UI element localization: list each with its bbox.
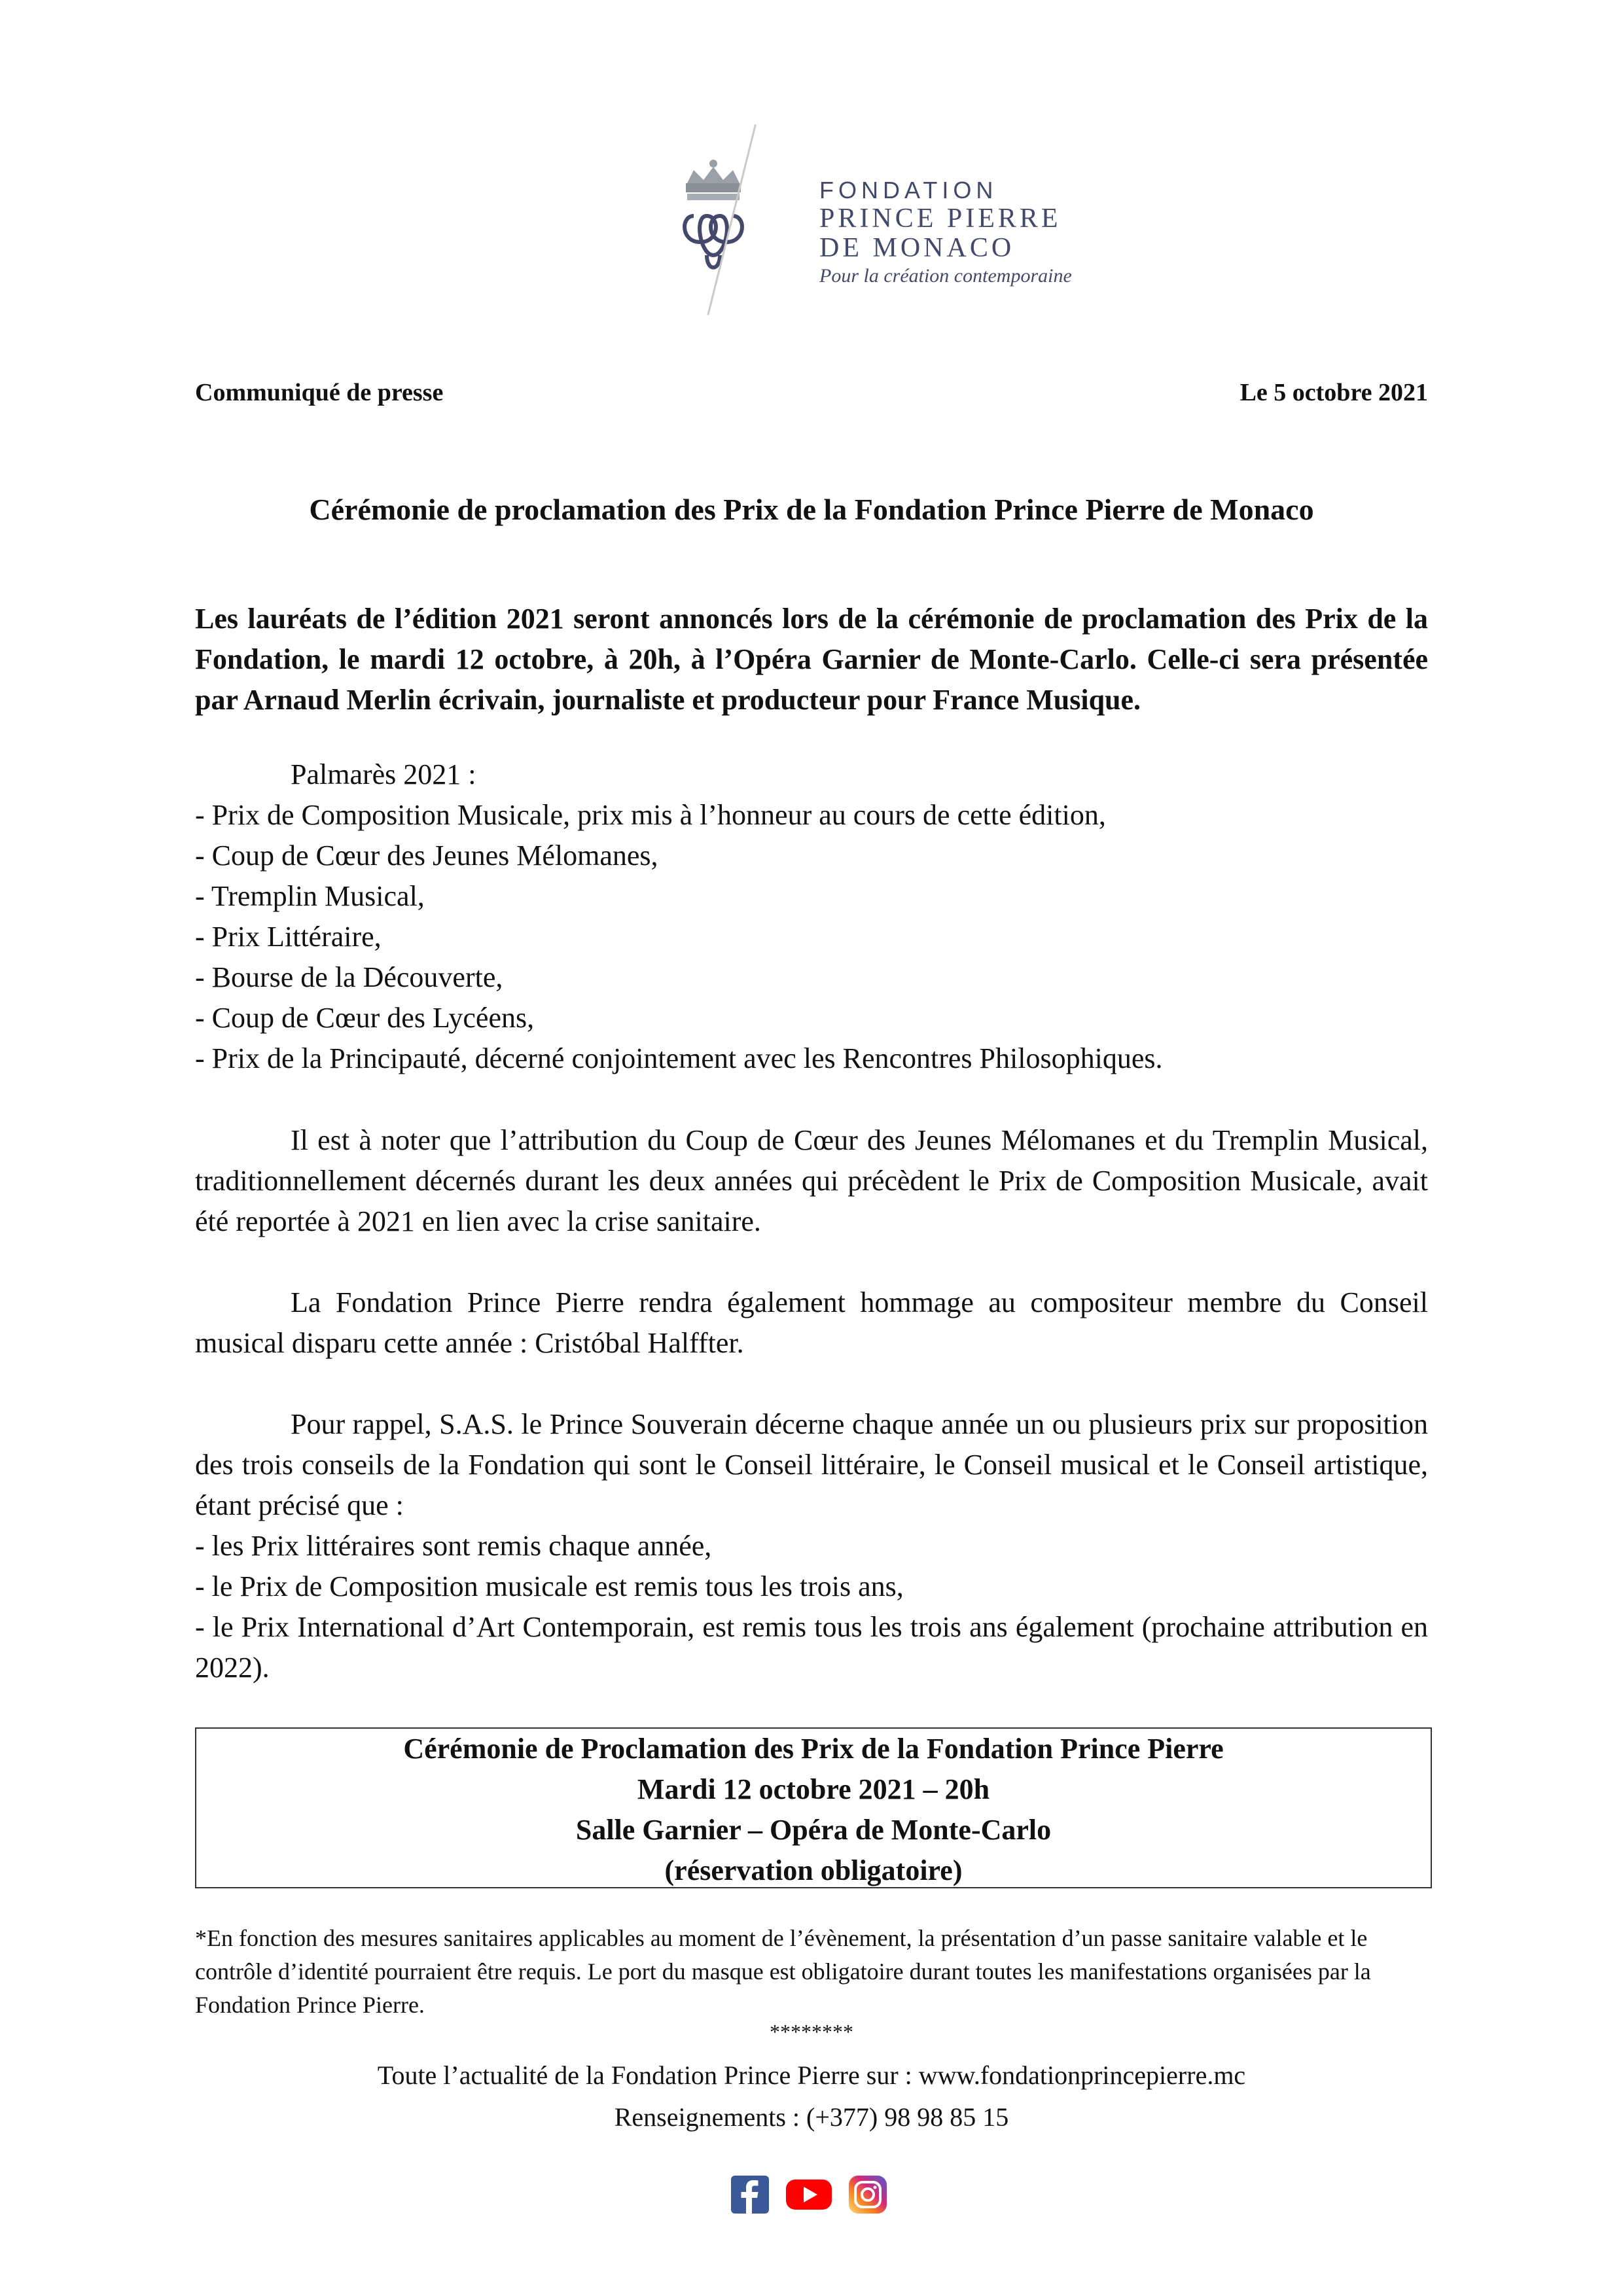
date-label: Le 5 octobre 2021 [1240,379,1428,406]
event-line2: Mardi 12 octobre 2021 – 20h [637,1773,990,1805]
sanitary-note: *En fonction des mesures sanitaires applicables au moment de l’évènement, la présentation d’un passe sanitaire valable et le contrôle d’identité pourraient être requis. Le port du masque est obligatoire durant toutes les manifestations organisées par la Fondation Prince Pierre. [195,1925,1371,2018]
event-line1: Cérémonie de Proclamation des Prix de la Fondation Prince Pierre [403,1733,1224,1765]
list-item: - Coup de Cœur des Jeunes Mélomanes, [195,839,658,872]
list-item: - Coup de Cœur des Lycéens, [195,1002,535,1034]
logo-line2: PRINCE PIERRE [819,203,1061,234]
logo-line3: DE MONACO [819,233,1015,263]
document-title: Cérémonie de proclamation des Prix de la Fondation Prince Pierre de Monaco [309,493,1314,526]
footer-website-line: Toute l’actualité de la Fondation Prince Pierre sur : www.fondationprincepierre.mc [377,2060,1246,2090]
logo-tagline: Pour la création contemporaine [819,265,1072,287]
youtube-icon[interactable] [785,2176,833,2217]
list-item: - les Prix littéraires sont remis chaque année, [195,1530,712,1562]
list-item: - le Prix International d’Art Contemporain, est remis tous les trois ans également (prochaine attribution en 2022). [195,1611,1428,1684]
paragraph-note: Il est à noter que l’attribution du Coup de Cœur des Jeunes Mélomanes et du Tremplin Musical, traditionnellement décernés durant les deux années qui précèdent le Prix de Composition Musicale, avait été reportée à 2021 en lien avec la crise sanitaire. [195,1124,1428,1237]
reminder-text: Pour rappel, S.A.S. le Prince Souverain décerne chaque année un ou plusieurs prix sur proposition des trois conseils de la Fondation qui sont le Conseil littéraire, le Conseil musical et le Conseil artistique, étant précisé que : [195,1408,1428,1521]
paragraph-tribute: La Fondation Prince Pierre rendra également hommage au compositeur membre du Conseil musical disparu cette année : Cristóbal Halffter. [195,1286,1428,1359]
instagram-icon[interactable] [849,2176,887,2217]
lead-paragraph: Les lauréats de l’édition 2021 seront annoncés lors de la cérémonie de proclamation des Prix de la Fondation, le mardi 12 octobre, à 20h, à l’Opéra Garnier de Monte-Carlo. Celle-ci sera présentée par Arnaud Merlin écrivain, journaliste et producteur pour France Musique. [195,603,1428,716]
event-line3: Salle Garnier – Opéra de Monte-Carlo [575,1814,1052,1846]
event-info-box [195,1727,1432,1888]
logo-line1: FONDATION [819,177,998,203]
facebook-icon[interactable] [731,2176,769,2217]
list-item: - Prix de Composition Musicale, prix mis à l’honneur au cours de cette édition, [195,799,1106,831]
separator: ******** [770,2020,853,2043]
list-item: - Prix Littéraire, [195,921,382,953]
logo-text [819,177,1072,289]
event-line4: (réservation obligatoire) [664,1854,963,1886]
header-row [195,378,1428,407]
list-item: - Tremplin Musical, [195,880,425,912]
paragraph-reminder [195,1404,1428,1688]
list-item: - Prix de la Principauté, décerné conjointement avec les Rencontres Philosophiques. [195,1042,1163,1074]
palmares-section [195,754,1428,1079]
footer-contact-line: Renseignements : (+377) 98 98 85 15 [614,2102,1009,2132]
social-icons [731,2176,900,2215]
foundation-logo [668,118,1073,321]
palmares-heading: Palmarès 2021 : [291,758,476,790]
list-item: - le Prix de Composition musicale est remis tous les trois ans, [195,1570,904,1602]
list-item: - Bourse de la Découverte, [195,961,503,993]
press-release-label: Communiqué de presse [195,379,444,406]
